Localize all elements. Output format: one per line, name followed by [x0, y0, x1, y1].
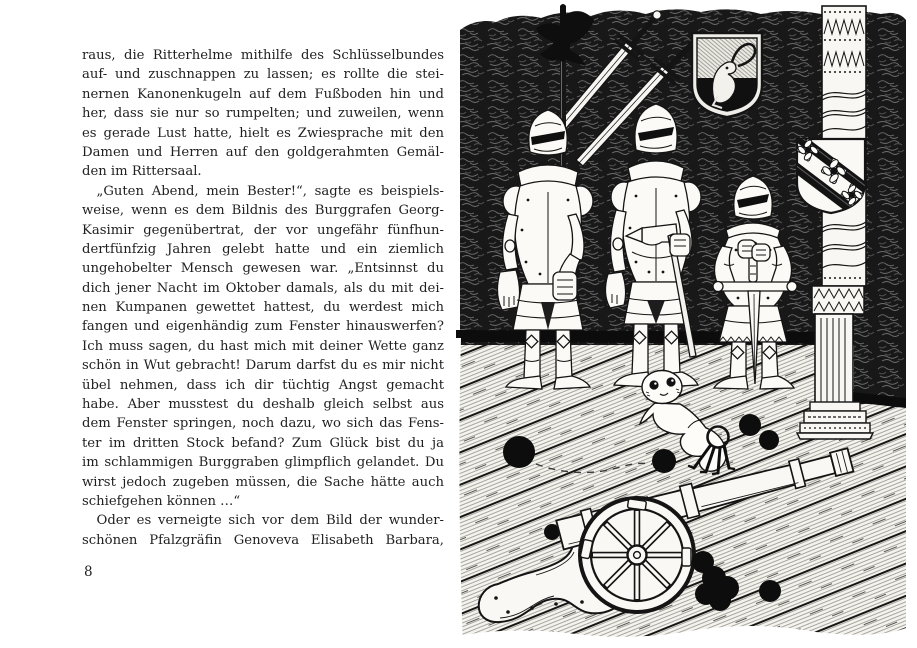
text-line: ungehobelter Mensch gewesen war. „Entsinnst du: [82, 261, 444, 277]
paragraph: [82, 182, 444, 512]
baseboard: [456, 330, 854, 344]
halberd-gauntlet: [553, 272, 577, 300]
text-line: her, dass sie nur so rumpelten; und zuweilen, wenn: [82, 106, 444, 122]
text-line: schiefgehen können …“: [82, 493, 241, 509]
text-line: fangen und eigenhändig zum Fenster hinauswerfen?: [82, 319, 444, 335]
text-line: nernen Kanonenkugeln auf dem Fußboden hin und: [82, 86, 444, 102]
text-line: schönen Pfalzgräfin Genoveva Elisabeth Barbara,: [82, 532, 444, 548]
text-line: den im Rittersaal.: [82, 164, 202, 180]
paragraph: [82, 46, 444, 182]
ibex-coat-of-arms: [692, 33, 762, 117]
text-line: dem Fenster springen, noch dazu, wo sich das Fens-: [82, 416, 444, 432]
text-line: es gerade Lust hatte, hielt es Zwiesprache mit den: [82, 125, 444, 141]
text-block: [82, 46, 444, 550]
text-line: übel nehmen, dass ich dir tüchtig Angst gemacht: [82, 377, 444, 393]
text-line: raus, die Ritterhelme mithilfe des Schlüsselbundes: [82, 48, 444, 63]
text-line: dertfünfzig Jahren gelebt hatte und ein ziemlich: [82, 241, 444, 257]
illustration: [456, 0, 917, 648]
text-line: „Guten Abend, mein Bester!“, sagte es beispiels-: [96, 183, 444, 199]
text-line: Kasimir gegenübertrat, der vor ungefähr fünfhun-: [82, 222, 444, 238]
text-line: weise, wenn es dem Bildnis des Burggrafen Georg-: [82, 203, 444, 219]
drawing-right-margin: [906, 0, 917, 648]
paragraph: [82, 511, 444, 550]
page-number: 8: [84, 564, 93, 580]
text-line: im schlammigen Burggraben glimpflich gelandet. Du: [82, 455, 444, 471]
text-line: Oder es verneigte sich vor dem Bild der wunder-: [96, 513, 444, 529]
text-line: Damen und Herren auf den goldgerahmten Gemäl-: [82, 144, 444, 160]
text-line: ter im dritten Stock befand? Zum Glück bist du ja: [82, 435, 444, 451]
text-line: habe. Aber musstest du deshalb gleich selbst aus: [82, 397, 444, 413]
text-line: dich jener Nacht im Oktober damals, als du mit dei-: [82, 280, 444, 296]
text-line: Ich muss sagen, du hast mich mit deiner Wette ganz: [82, 338, 444, 354]
text-line: nen Kumpanen gewettet hattest, du werdest mich: [82, 300, 444, 316]
text-line: auf- und zuschnappen zu lassen; es rollte die stei-: [82, 67, 444, 83]
text-line: wirst jedoch zugeben müssen, die Sache hätte auch: [82, 474, 444, 490]
text-line: schön in Wut gebracht! Darum darfst du es mir nicht: [82, 358, 444, 374]
cannon-wheel: [580, 498, 694, 612]
